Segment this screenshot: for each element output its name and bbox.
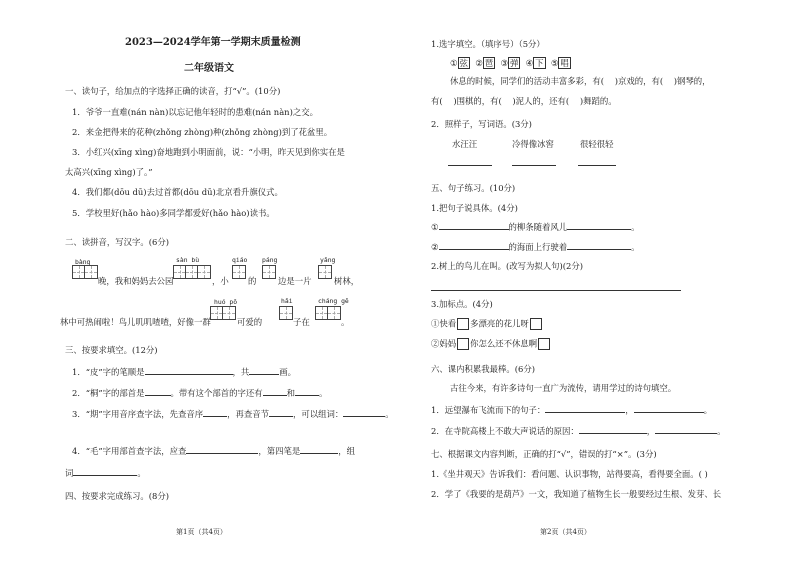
r2-word: 水汪汪 [452, 139, 478, 149]
q6-item-1: 1．远望瀑布飞流而下的句子： ， 。 [431, 405, 712, 415]
q1-item: 2．来金把得来的花种(zhǒng zhòng)种(zhǒng zhòng)到了花盆里。 [72, 127, 333, 137]
q3-item-1: 1．“皮”字的笔顺是 ，共 画。 [72, 367, 297, 377]
page-footer-right: 第2页（共4页） [540, 528, 591, 536]
pinyin: hǎi [281, 297, 293, 305]
q2-text: ，小 [212, 276, 229, 286]
q2-text: 可爱的 [237, 317, 263, 327]
q1-item: 5．学校里好(hǎo hào)多同学都爱好(hǎo hào)读书。 [72, 208, 275, 218]
pinyin: cháng gē [318, 297, 349, 305]
q3-item-4: 4．“毛”字用部首查字法，应查 ，第四笔是 ，组 [72, 446, 356, 456]
q5-heading: 五、句子练习。(10分) [431, 183, 516, 193]
q1-item: 1．爷爷一直难(nán nàn)以忘记他年轻时的患难(nán nàn)之交。 [72, 107, 318, 117]
r1-heading: 1.选字填空。（填序号）（5分） [431, 39, 545, 49]
writing-grid[interactable] [173, 265, 211, 279]
r2-word: 冷得像冰窖 [512, 139, 554, 149]
q3-item-2: 2．“桐”字的部首是 。带有这个部首的字还有 和 。 [72, 388, 328, 398]
q6-intro: 古往今来，有许多诗句一直广为流传，请用学过的诗句填空。 [450, 383, 677, 393]
q2-text: 林中可热闹啦！鸟儿叽叽喳喳，好像一群 [60, 317, 211, 327]
pinyin: qiáo [232, 256, 248, 264]
q1-item: 太高兴(xīng xìng)了。” [65, 167, 153, 177]
q5-s3a: ①快看 多漂亮的花儿呀 [431, 318, 543, 330]
page-footer-left: 第1页（共4页） [176, 528, 227, 536]
q1-item: 3．小红兴(xīng xìng)奋地跑到小明面前，说：“小明，昨天见到你实在是 [72, 147, 345, 157]
punctuation-box[interactable] [538, 338, 550, 350]
q1-item: 4．我们都(dōu dū)去过首都(dōu dū)北京看升旗仪式。 [72, 187, 283, 197]
answer-line[interactable] [578, 157, 616, 166]
punctuation-box[interactable] [457, 338, 469, 350]
q3-item-4-cont: 词 。 [65, 468, 146, 478]
writing-grid[interactable] [315, 306, 341, 320]
right-page [400, 0, 794, 561]
pinyin: bàng [75, 258, 91, 266]
answer-line[interactable] [512, 157, 556, 166]
writing-grid[interactable] [279, 306, 293, 320]
q1-heading: 一、读句子，给加点的字选择正确的读音，打“√”。(10分) [65, 86, 281, 96]
q6-heading: 六、课内积累我最棒。(6分) [431, 364, 535, 374]
q5-s1: 1.把句子说具体。(4分) [431, 203, 518, 213]
q2-text: 边是一片 [278, 276, 312, 286]
r1-options: ① 弦 ② 琶 ③ 弹 ④ 下 ⑤ 唱 [450, 58, 569, 68]
q7-item-2: 2．学了《我要的是葫芦》一文，我知道了植物生长一般要经过生根、发芽、长 [431, 489, 722, 499]
q7-heading: 七、根据课文内容判断，正确的打“√”，错误的打“×”。(3分) [431, 449, 657, 459]
punctuation-box[interactable] [457, 318, 469, 330]
q2-text: 的 [248, 276, 257, 286]
q7-item-1: 1.《坐井观天》告诉我们：看问题、认识事物，站得要高，看得要全面。( ) [431, 469, 708, 479]
q5-s1a: ① 的柳条随着风儿 。 [431, 222, 640, 232]
pinyin: sàn bù [176, 256, 200, 264]
q5-s3: 3.加标点。(4分) [431, 299, 493, 309]
q4-heading: 四、按要求完成练习。(8分) [65, 491, 169, 501]
writing-grid[interactable] [318, 265, 332, 279]
r2-word: 很轻很轻 [580, 139, 614, 149]
q3-item-3: 3．“期”字用音序查字法，先查音序 ，再查音节 ，可以组词： 。 [72, 409, 394, 419]
q5-s2: 2.树上的鸟儿在叫。(改写为拟人句)(2分) [431, 261, 584, 271]
q5-s3b: ②妈妈 你怎么还不休息啊 [431, 338, 551, 350]
q2-text: 树林， [334, 276, 360, 286]
pinyin: páng [262, 256, 278, 264]
pinyin: yǎng [320, 256, 336, 264]
r2-heading: 2．照样子，写词语。(3分) [431, 119, 532, 129]
r1-line1: 休息的时候，同学们的活动丰富多彩，有( )京戏的，有( )钢琴的， [450, 76, 711, 86]
writing-grid[interactable] [232, 265, 246, 279]
q6-item-2: 2．在寺院高楼上不敢大声说话的原因： ， 。 [431, 426, 726, 436]
exam-subtitle: 二年级语文 [184, 63, 234, 74]
writing-grid[interactable] [72, 265, 98, 279]
q5-s1b: ② 的海面上行驶着 。 [431, 242, 640, 252]
writing-grid[interactable] [262, 265, 276, 279]
r1-line2: 有( )围棋的，有( )泥人的，还有( )舞蹈的。 [431, 96, 617, 106]
q3-heading: 三、按要求填空。(12分) [65, 345, 158, 355]
answer-line[interactable] [431, 282, 681, 291]
punctuation-box[interactable] [530, 318, 542, 330]
q2-text: 。 [341, 317, 350, 327]
exam-title: 2023—2024学年第一学期末质量检测 [125, 37, 301, 48]
q2-text: 晚，我和妈妈去公园 [98, 276, 174, 286]
q2-heading: 二、读拼音，写汉字。(6分) [65, 237, 169, 247]
q2-text: 子在 [293, 317, 310, 327]
writing-grid[interactable] [210, 306, 236, 320]
pinyin: huó pō [214, 298, 238, 306]
answer-line[interactable] [448, 157, 492, 166]
